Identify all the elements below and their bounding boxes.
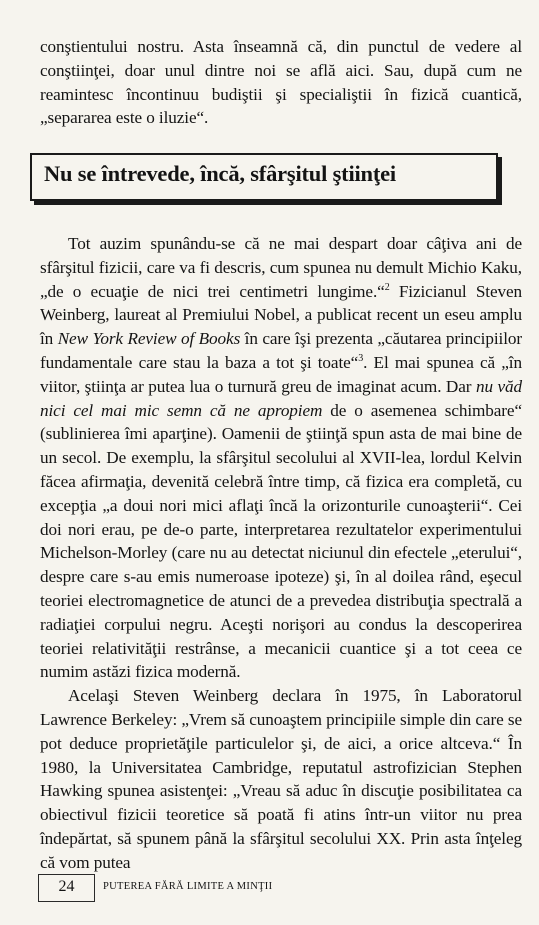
journal-title: New York Review of Books: [57, 329, 241, 349]
paragraph-text: conştientului nostru. Asta înseamnă că, din punctul de vedere al conştiinţei, doar unul dintre noi se află aici. Sau, după cum ne reamintesc încontinuu budiştii şi specialiştii în fizică cuantică, „separarea este o iluzie“.: [40, 37, 522, 128]
footnote-ref-3: 3: [358, 352, 364, 364]
body-text: [40, 232, 522, 875]
page-number-box: [38, 874, 95, 902]
page-number: 24: [58, 878, 75, 895]
paragraph-1-part-2: Fizicianul Steven Weinberg, laureat al Premiului Nobel, a publicat recent un eseu amplu în: [40, 281, 523, 349]
running-footer-title: PUTEREA FĂRĂ LIMITE A MINŢII: [103, 881, 273, 892]
paragraph-1-part-4: . El mai spunea că „în viitor, ştiinţa ar putea lua o turnură greu de imaginat acum. Dar: [40, 352, 522, 396]
carryover-paragraph: [40, 35, 522, 130]
paragraph-1-part-5: de o asemenea schimbare“ (sublinierea îmi aparţine). Oamenii de ştiinţă spun asta de mai bine de un secol. De exemplu, la sfârşitul secolului al XVII-lea, lordul Kelvin făcea afirmaţia, devenită celebră între timp, că fizica era completă, cu excepţia „a doui nori mici aflaţi încă la orizonturile cunoaşterii“. Cei doi nori erau, pe de-o parte, interpretarea rezultatelor experimentului Michelson-Morley (care nu au detectat niciunul din efectele „eterului“, despre care s-au emis numeroase ipoteze) şi, în al doilea rând, eşecul teoriei electromagnetice de atunci de a prevedea distribuţia spectrală a radiaţiei corpului negru. Aceşti norişori au condus la descoperirea teoriei relativităţii restrânse, a mecanicii cuantice şi a tot ceea ce numim astăzi fizica modernă.: [40, 400, 522, 682]
section-heading: Nu se întrevede, încă, sfârşitul ştiinţei: [44, 161, 396, 186]
section-heading-box: [30, 153, 498, 201]
footnote-ref-2: 2: [384, 281, 390, 293]
paragraph-1-part-1: Tot auzim spunându-se că ne mai despart doar câţiva ani de sfârşitul fizicii, care va fi descris, cum spunea nu demult Michio Kaku, „de o ecuaţie de nici trei centimetri lungime.“: [40, 234, 522, 301]
paragraph-1-part-3: în care îşi prezenta „căutarea principiilor fundamentale care stau la baza a tot şi toate“: [40, 329, 522, 372]
emphasized-quote: nu văd nici cel mai mic semn că ne apropiem: [40, 376, 522, 420]
paragraph-2: Acelaşi Steven Weinberg declara în 1975, în Laboratorul Lawrence Berkeley: „Vrem să cunoaştem principiile simple din care se pot deduce proprietăţile particulelor şi, de aici, a orice altceva.“ În 1980, la Universitatea Cambridge, reputatul astrofizician Stephen Hawking spunea asistenţei: „Vreau să aduc în discuţie posibilitatea ca obiectivul fizicii teoretice să poată fi atins într-un viitor nu prea îndepărtat, să spunem până la sfârşitul secolului XX. Prin asta înţeleg că vom putea: [40, 686, 522, 872]
paragraph-1: [40, 232, 522, 684]
